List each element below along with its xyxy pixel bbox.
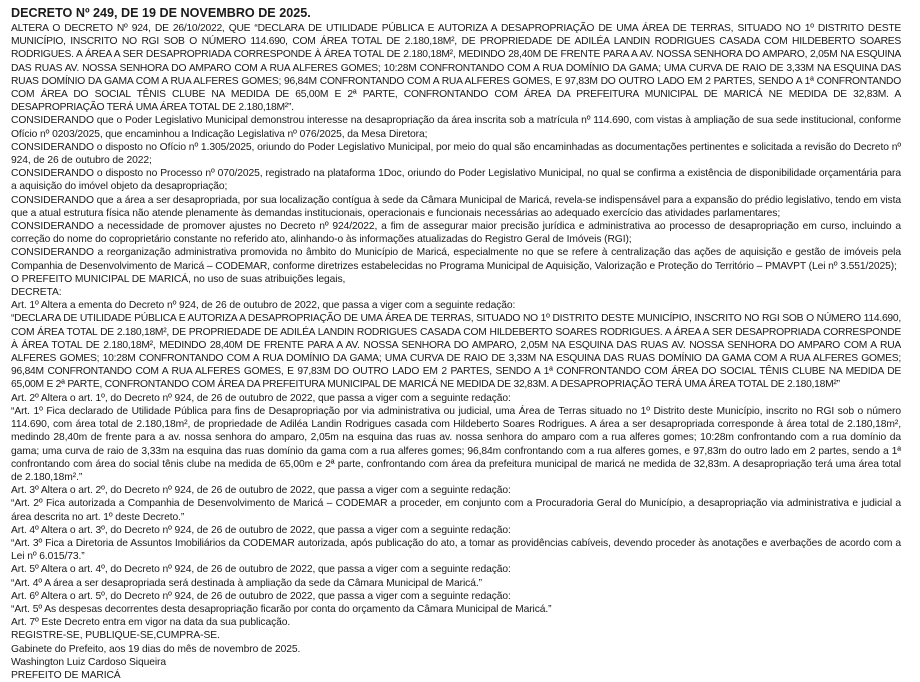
closing-line: REGISTRE-SE, PUBLIQUE-SE,CUMPRA-SE. — [11, 630, 220, 642]
art6-intro: Art. 6º Altera o art. 5º, do Decreto nº 924, de 26 de outubro de 2022, que passa a viger com a seguinte redação: — [11, 590, 511, 602]
considerando-1: CONSIDERANDO que o Poder Legislativo Municipal demonstrou interesse na desapropriação da área inscrita sob a matrícula nº 114.690, com vistas à ampliação de sua sede institucional, conforme Ofício nº 0203/2025, que encaminhou a Indicação Legislativa nº 076/2025, da Mesa Diretora; — [11, 115, 901, 140]
considerando-5: CONSIDERANDO a necessidade de promover ajustes no Decreto nº 924/2022, a fim de assegurar maior precisão jurídica e administrativa ao processo de desapropriação em curso, incluindo a correção do nome do coproprietário constante no referido ato, alinhando-o às informações atualizadas do Registro Geral de Imóveis (RGI); — [11, 221, 901, 246]
decree-title: DECRETO Nº 249, DE 19 DE NOVEMBRO DE 2025. — [11, 6, 311, 20]
considerando-2: CONSIDERANDO o disposto no Ofício nº 1.305/2025, oriundo do Poder Legislativo Municipal, por meio do qual são encaminhadas as documentações pertinentes e solicitada a revisão do Decreto nº 924, de 26 de outubro de 2022; — [11, 141, 901, 167]
signer-name: Washington Luiz Cardoso Siqueira — [11, 656, 166, 668]
art4-text: “Art. 3º Fica a Diretoria de Assuntos Imobiliários da CODEMAR autorizada, após publicação do ato, a tomar as providências cabíveis, devendo proceder às anotações e averbações de acordo com a Lei nº 6.015/73.” — [11, 537, 901, 563]
art5-intro: Art. 5º Altera o art. 4º, do Decreto nº 924, de 26 de outubro de 2022, que passa a viger com a seguinte redação: — [11, 564, 511, 576]
art4-intro: Art. 4º Altera o art. 3º, do Decreto nº 924, de 26 de outubro de 2022, que passa a viger com a seguinte redação: — [11, 524, 511, 536]
art1-intro: Art. 1º Altera a ementa do Decreto nº 924, de 26 de outubro de 2022, que passa a viger com a seguinte redação: — [11, 300, 516, 312]
considerando-3: CONSIDERANDO o disposto no Processo nº 070/2025, registrado na plataforma 1Doc, oriundo do Poder Legislativo Municipal, no qual se confirma a existência de disponibilidade orçamentária para a aquisição do imóvel objeto da desapropriação; — [11, 168, 901, 193]
art2-intro: Art. 2º Altera o art. 1º, do Decreto nº 924, de 26 de outubro de 2022, que passa a viger com a seguinte redação: — [11, 392, 511, 404]
considerando-6: CONSIDERANDO a reorganização administrativa promovida no âmbito do Município de Maricá, especialmente no que se refere à centralização das ações de aquisição e gestão de imóveis pela Companhia de Desenvolvimento de Maricá – CODEMAR, conforme diretrizes estabelecidas no Programa Municipal de Aquisição, Valorização e Proteção do Território – PMAVPT (Lei nº 3.551/2025); — [11, 247, 901, 272]
signer-title: PREFEITO DE MARICÁ — [11, 669, 121, 681]
authority-line: O PREFEITO MUNICIPAL DE MARICÁ, no uso de suas atribuições legais, — [11, 273, 346, 285]
decree-document — [11, 6, 901, 682]
art1-text: “DECLARA DE UTILIDADE PÚBLICA E AUTORIZA A DESAPROPRIAÇÃO DE UMA ÁREA DE TERRAS, SITUADO NO 1º DISTRITO DESTE MUNICÍPIO, INSCRITO NO RGI SOB O NÚMERO 114.690, COM ÁREA TOTAL DE 2.180,18M², DE PROPRIEDADE DE ADILÉA LANDIN RODRIGUES CASADA COM HILDEBERTO SOARES RODRIGUES. A ÁREA A SER DESAPROPRIADA CORRESPONDE À ÁREA TOTAL DE 2.180,18M², MEDINDO 28,40M DE FRENTE PARA A AV. NOSSA SENHORA DO AMPARO, 2,05M NA ESQUINA DAS RUAS AV. NOSSA SENHORA DO AMPARO COM A RUA ALFERES GOMES; 10:28M CONFRONTANDO COM A RUA DOMÍNIO DA GAMA; UMA CURVA DE RAIO DE 3,33M NA ESQUINA DAS RUAS DOMÍNIO DA GAMA COM A RUA ALFERES GOMES; 96,84M CONFRONTANDO COM A RUA ALFERES GOMES, E 97,83M DO OUTRO LADO EM 2 PARTES, SENDO A 1ª CONFRONTANDO COM ÁREA DO SOCIAL TÊNIS CLUBE NA MEDIDA DE 65,00M E 2ª PARTE, CONFRONTANDO COM ÁREA DA PREFEITURA MUNICIPAL DE MARICÁ NE MEDIDA DE 32,83M. A DESAPROPRIAÇÃO TERÁ UMA ÁREA TOTAL DE 2.180,18M²” — [11, 313, 901, 391]
art3-text: “Art. 2º Fica autorizada a Companhia de Desenvolvimento de Maricá – CODEMAR a proceder, em conjunto com a Procuradoria Geral do Município, a desapropriação via administrativa e judicial a área descrita no art. 1º deste Decreto.” — [11, 498, 901, 523]
art2-text: “Art. 1º Fica declarado de Utilidade Pública para fins de Desapropriação por via administrativa ou judicial, uma Área de Terras situado no 1º Distrito deste Município, inscrito no RGI sob o número 114.690, com área total de 2.180,18m², de propriedade de Adiléa Landin Rodrigues casada com Hildeberto Soares Rodrigues. A área a ser desapropriada corresponde à área total de 2.180,18m², medindo 28,40m de frente para a av. nossa senhora do amparo, 2,05m na esquina das ruas av. nossa senhora do amparo com a rua alferes gomes; 10:28m confrontando com a rua domínio da gama; uma curva de raio de 3,33m na esquina das ruas domínio da gama com a rua alferes gomes; 96,84m confrontando com a rua alferes gomes, e 97,83m do outro lado em 2 partes, sendo a 1ª confrontando com área do social tênis clube na medida de 65,00m e 2ª parte, confrontando com área da prefeitura municipal de maricá ne medida de 32,83m. A desapropriação terá uma área total de 2.180,18m².” — [11, 405, 901, 483]
art5-text: “Art. 4º A área a ser desapropriada será destinada à ampliação da sede da Câmara Municipal de Maricá.” — [11, 577, 482, 589]
art3-intro: Art. 3º Altera o art. 2º, do Decreto nº 924, de 26 de outubro de 2022, que passa a viger com a seguinte redação: — [11, 485, 511, 497]
considerando-4: CONSIDERANDO que a área a ser desapropriada, por sua localização contígua à sede da Câmara Municipal de Maricá, revela-se indispensável para a expansão do prédio legislativo, tendo em vista que a atual estrutura física não atende plenamente às demandas institucionais, operacionais e funcionais necessárias ao adequado exercício das atividades parlamentares; — [11, 194, 901, 219]
decreta-line: DECRETA: — [11, 287, 62, 299]
art6-text: “Art. 5º As despesas decorrentes desta desapropriação ficarão por conta do orçamento da Câmara Municipal de Maricá.” — [11, 603, 552, 615]
decree-ementa: ALTERA O DECRETO Nº 924, DE 26/10/2022, QUE “DECLARA DE UTILIDADE PÚBLICA E AUTORIZA A DESAPROPRIAÇÃO DE UMA ÁREA DE TERRAS, SITUADO NO 1º DISTRITO DESTE MUNICÍPIO, INSCRITO NO RGI SOB O NÚMERO 114.690, COM ÁREA TOTAL DE 2.180,18M², DE PROPRIEDADE DE ADILÉA LANDIN RODRIGUES CASADA COM HILDEBERTO SOARES RODRIGUES. A ÁREA A SER DESAPROPRIADA CORRESPONDE À ÁREA TOTAL DE 2.180,18M², MEDINDO 28,40M DE FRENTE PARA A AV. NOSSA SENHORA DO AMPARO, 2,05M NA ESQUINA DAS RUAS AV. NOSSA SENHORA DO AMPARO COM A RUA ALFERES GOMES; 10:28M CONFRONTANDO COM A RUA DOMÍNIO DA GAMA; UMA CURVA DE RAIO DE 3,33M NA ESQUINA DAS RUAS DOMÍNIO DA GAMA COM A RUA ALFERES GOMES; 96,84M CONFRONTANDO COM A RUA ALFERES GOMES, E 97,83M DO OUTRO LADO EM 2 PARTES, SENDO A 1ª CONFRONTANDO COM ÁREA DO SOCIAL TÊNIS CLUBE NA MEDIDA DE 65,00M E 2ª PARTE, CONFRONTANDO COM ÁREA DA PREFEITURA MUNICIPAL DE MARICÁ NE MEDIDA DE 32,83M. A DESAPROPRIAÇÃO TERÁ UMA ÁREA TOTAL DE 2.180,18M²”. — [11, 23, 901, 114]
art7-text: Art. 7º Este Decreto entra em vigor na data da sua publicação. — [11, 617, 291, 629]
place-date: Gabinete do Prefeito, aos 19 dias do mês de novembro de 2025. — [11, 643, 301, 655]
